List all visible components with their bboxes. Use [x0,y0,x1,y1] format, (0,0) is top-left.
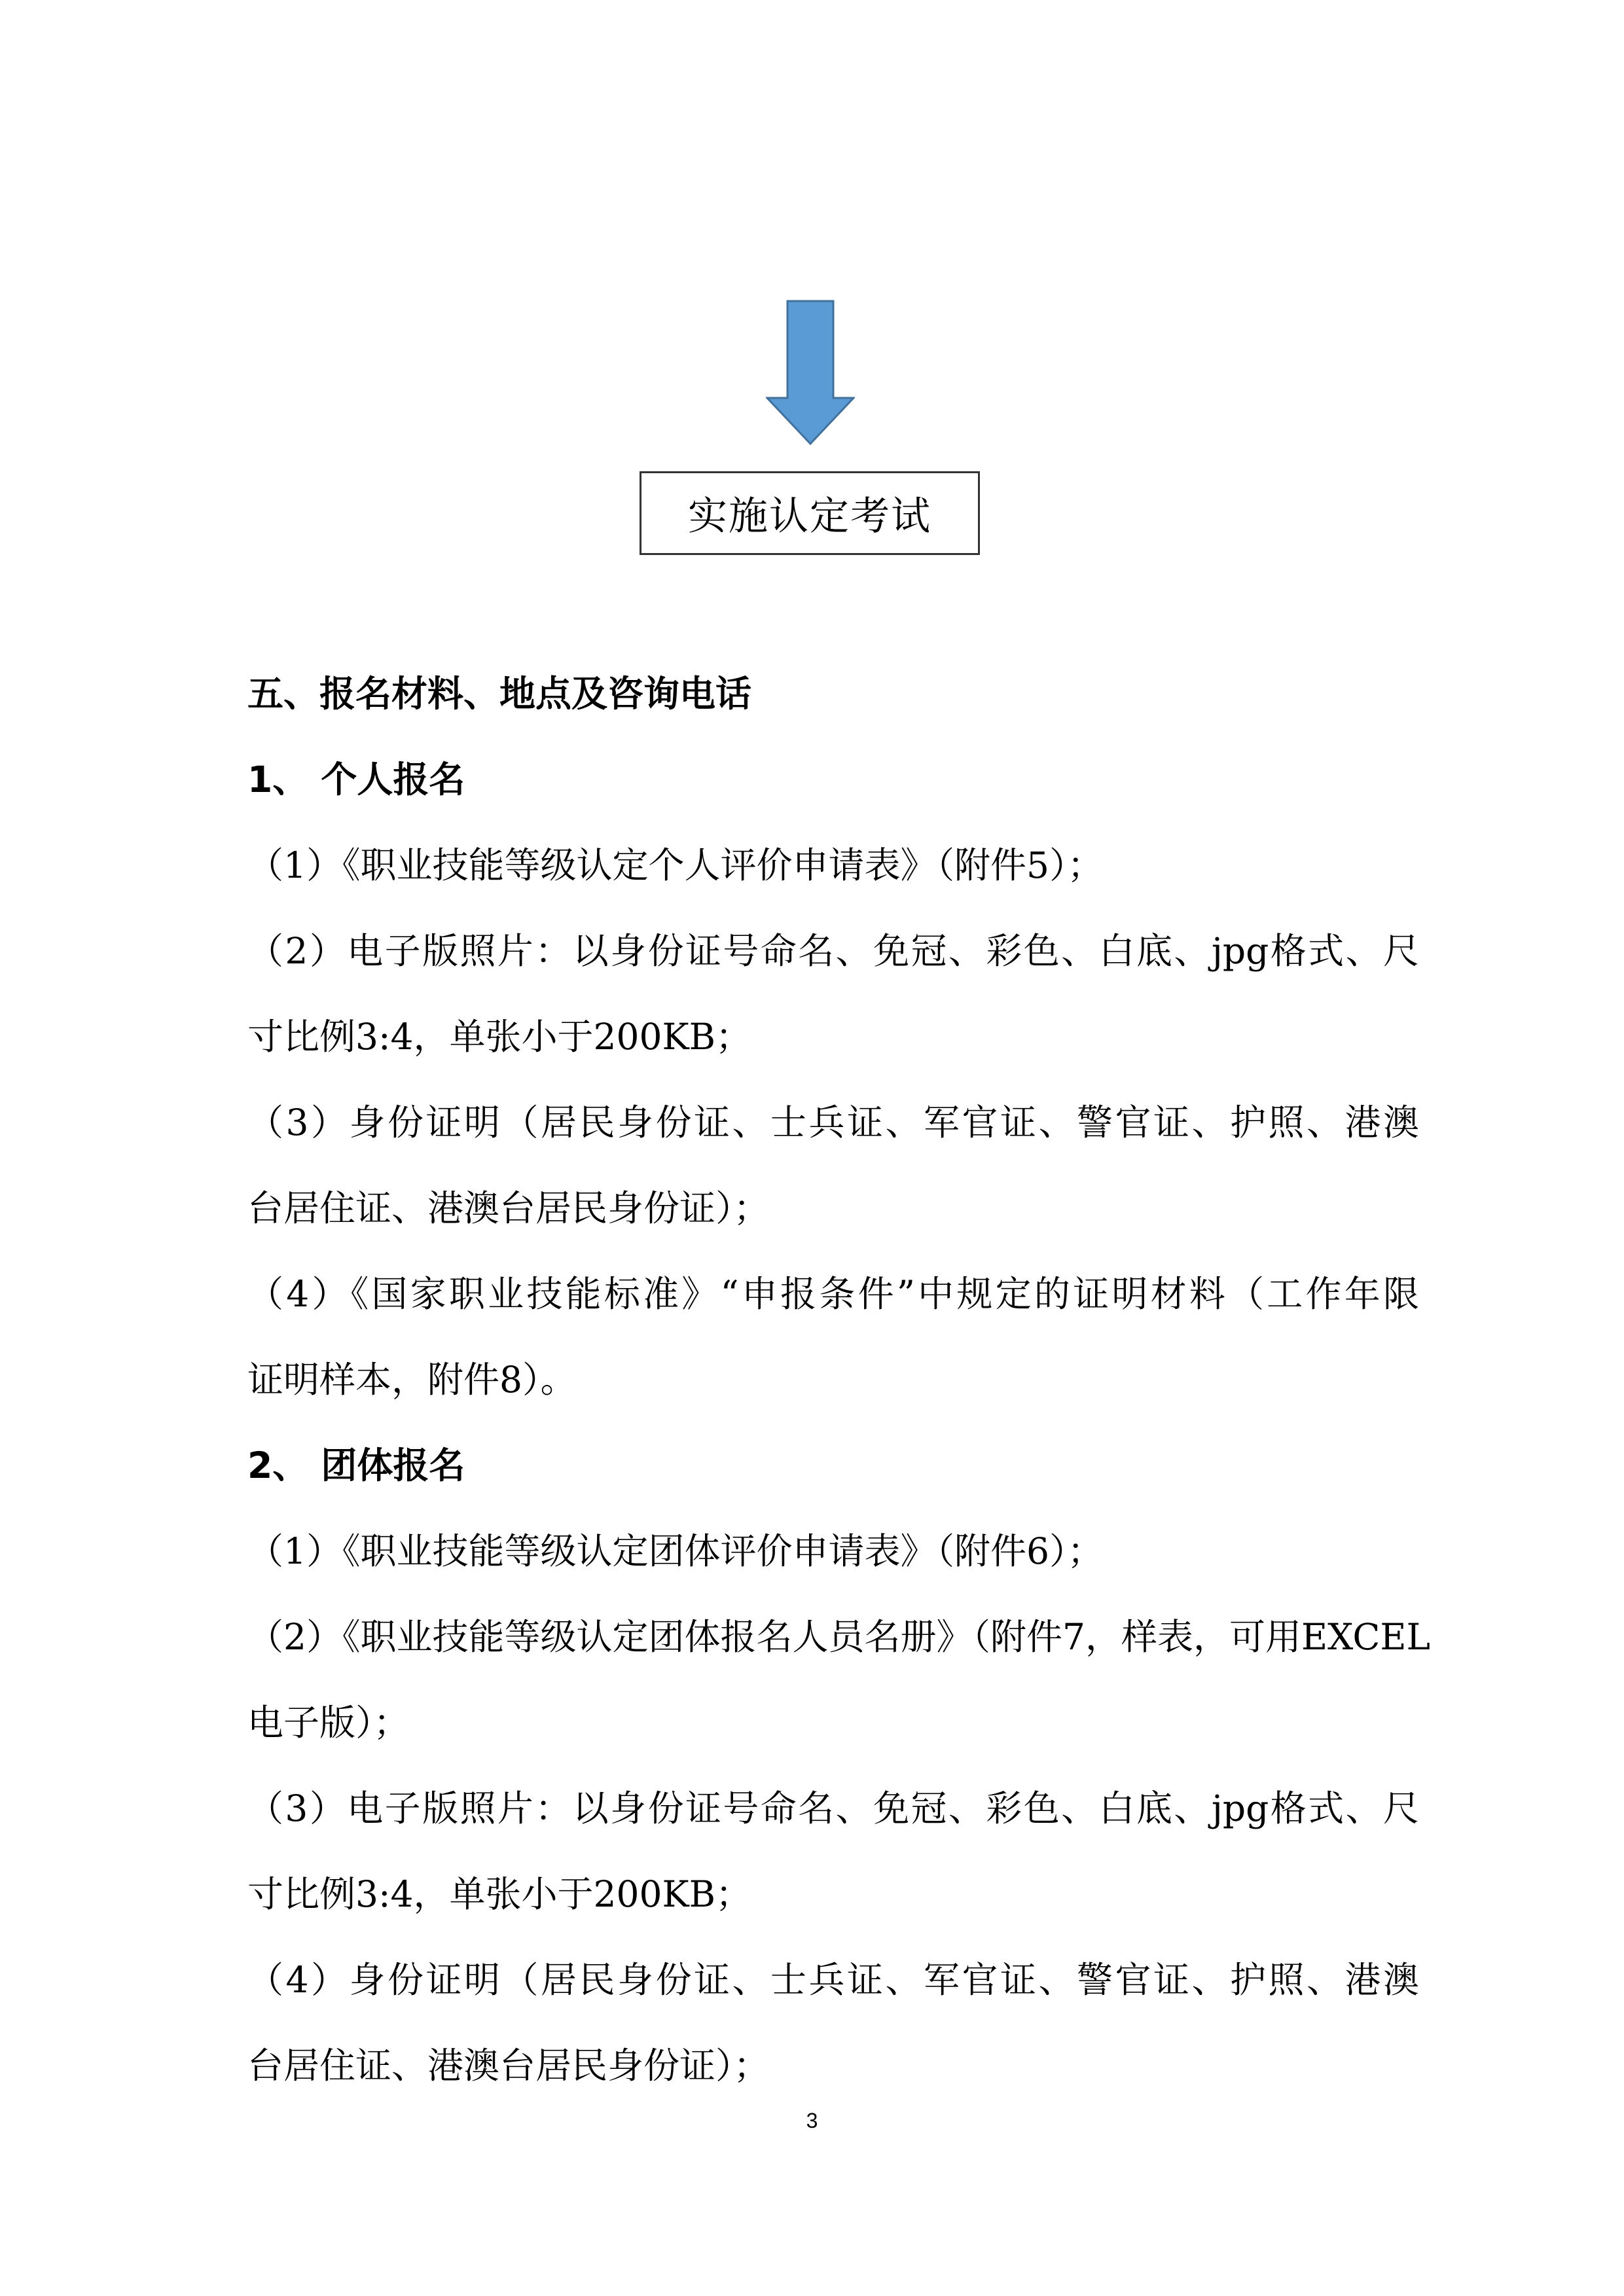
flowchart-step-box [640,471,980,555]
group-item-3-line-1: （3）电子版照片：以身份证号命名、免冠、彩色、白底、jpg格式、尺 [247,1787,1419,1829]
individual-item-3-line-2: 台居住证、港澳台居民身份证）； [247,1187,770,1229]
individual-item-2-line-2: 寸比例3:4，单张小于200KB； [247,1016,752,1058]
individual-item-3-line-1: （3）身份证明（居民身份证、士兵证、军官证、警官证、护照、港澳 [247,1102,1419,1143]
group-item-4-line-1: （4）身份证明（居民身份证、士兵证、军官证、警官证、护照、港澳 [247,1959,1419,2001]
group-item-4-line-2: 台居住证、港澳台居民身份证）； [247,2045,770,2087]
individual-item-4-line-1: （4）《国家职业技能标准》“申报条件”中规定的证明材料（工作年限 [247,1273,1419,1315]
group-heading: 2、 团体报名 [247,1444,465,1486]
individual-item-2-line-1: （2）电子版照片：以身份证号命名、免冠、彩色、白底、jpg格式、尺 [247,930,1419,972]
group-item-1: （1）《职业技能等级认定团体评价申请表》（附件6）； [247,1530,1104,1572]
down-arrow-icon [766,300,855,445]
individual-item-1: （1）《职业技能等级认定个人评价申请表》（附件5）； [247,844,1104,886]
section-heading: 五、报名材料、地点及咨询电话 [247,673,752,715]
document-body [247,673,1431,2132]
down-arrow-shape [767,301,854,444]
page-number: 3 [806,2109,818,2132]
group-item-2-line-1: （2）《职业技能等级认定团体报名人员名册》（附件7，样表，可用EXCEL [247,1616,1431,1658]
group-item-3-line-2: 寸比例3:4，单张小于200KB； [247,1873,752,1915]
flowchart-step-label: 实施认定考试 [688,493,931,539]
individual-item-4-line-2: 证明样本，附件8）。 [247,1359,577,1401]
individual-heading: 1、 个人报名 [247,759,465,800]
group-item-2-line-2: 电子版）； [247,1702,410,1744]
